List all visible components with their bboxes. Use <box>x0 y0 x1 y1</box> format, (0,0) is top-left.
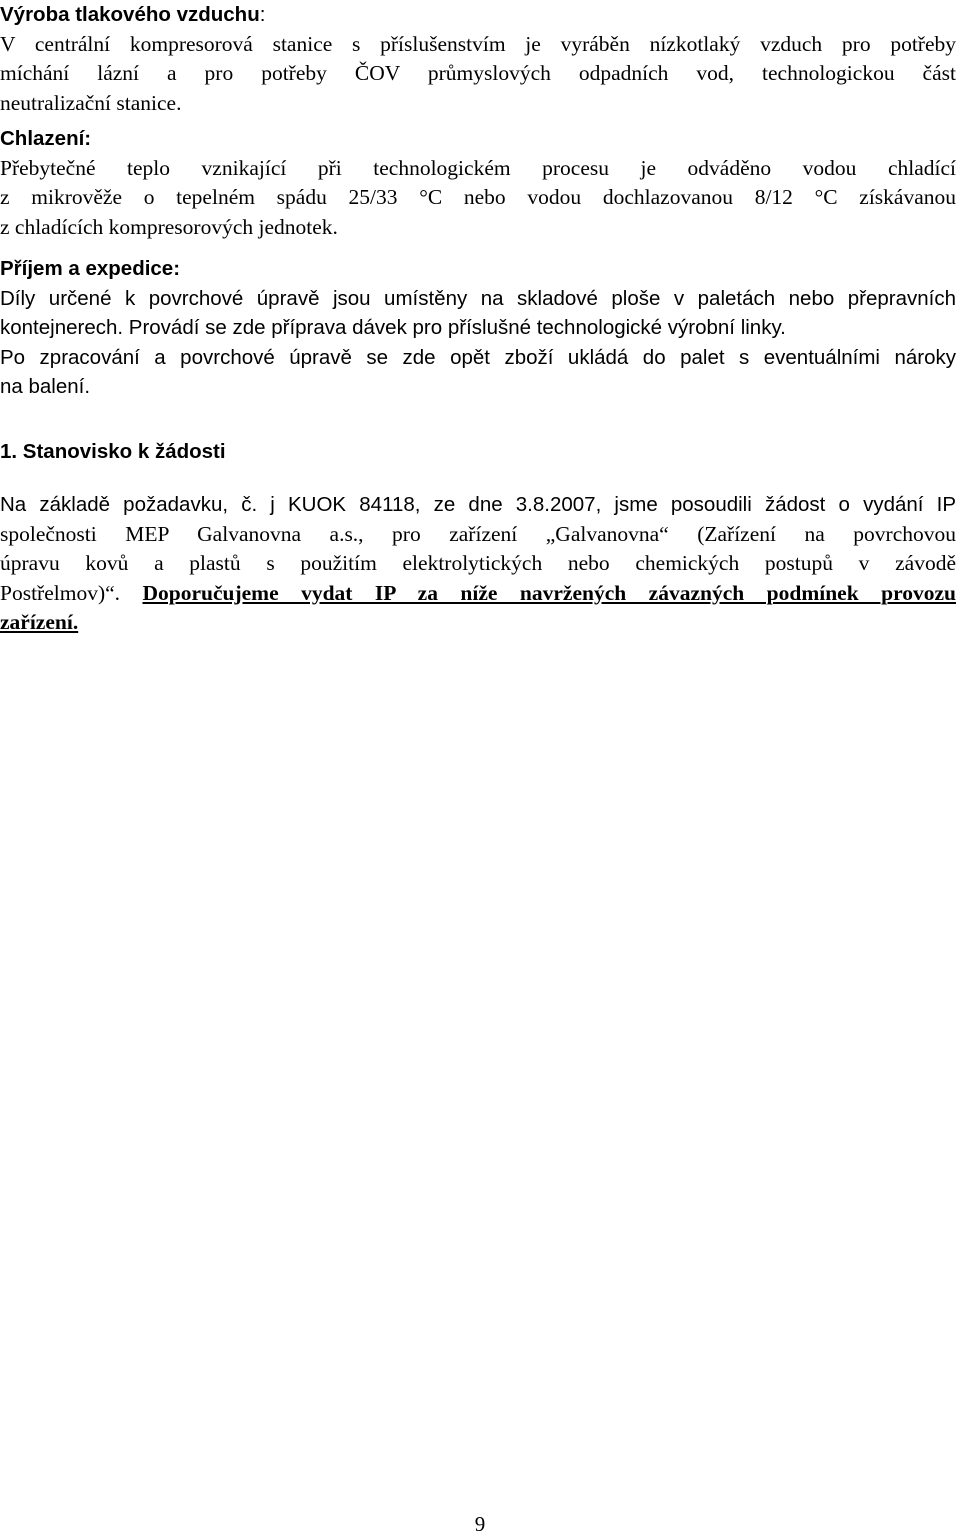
intake-line-4: na balení. <box>0 375 91 398</box>
section-1-line-3: úpravu kovů a plastů s použitím elektrolytických nebo chemických postupů v závodě <box>0 551 956 575</box>
intake-line-1: Díly určené k povrchové úpravě jsou umístěny na skladové ploše v paletách nebo přepravních <box>0 286 956 310</box>
cooling-section <box>0 124 956 242</box>
section-1 <box>0 437 956 467</box>
section-1-line-1: Na základě požadavku, č. j KUOK 84118, ze dne 3.8.2007, jsme posoudili žádost o vydání IP <box>0 493 956 516</box>
section-1-body <box>0 490 956 638</box>
section-1-line-4 <box>0 579 956 609</box>
air-heading-line <box>0 0 956 30</box>
cooling-heading: Chlazení: <box>0 127 92 150</box>
page-number: 9 <box>474 1512 486 1536</box>
recommendation-text: Doporučujeme vydat IP za níže navržených závazných podmínek provozu <box>142 580 956 605</box>
section-1-line-4-plain: Postřelmov)“. <box>0 580 143 605</box>
air-line-3: neutralizační stanice. <box>0 90 182 115</box>
section-1-line-5 <box>0 608 956 638</box>
air-line-1: V centrální kompresorová stanice s příslušenstvím je vyráběn nízkotlaký vzduch pro potřeby <box>0 31 956 56</box>
section-1-line-2: společnosti MEP Galvanovna a.s., pro zařízení „Galvanovna“ (Zařízení na povrchovou <box>0 521 956 546</box>
cooling-line-3: z chladících kompresorových jednotek. <box>0 214 338 239</box>
intake-section <box>0 254 956 402</box>
intake-line-3: Po zpracování a povrchové úpravě se zde opět zboží ukládá do palet s eventuálními nároky <box>0 345 956 369</box>
intake-heading: Příjem a expedice: <box>0 257 181 280</box>
air-line-2: míchání lázní a pro potřeby ČOV průmyslových odpadních vod, technologickou část <box>0 61 956 85</box>
section-1-title: 1. Stanovisko k žádosti <box>0 440 226 463</box>
cooling-line-1: Přebytečné teplo vznikající při technologickém procesu je odváděno vodou chladící <box>0 155 956 180</box>
cooling-line-2: z mikrověže o tepelném spádu 25/33 °C nebo vodou dochlazovanou 8/12 °C získávanou <box>0 185 956 209</box>
intake-line-2: kontejnerech. Provádí se zde příprava dávek pro příslušné technologické výrobní linky. <box>0 316 786 339</box>
air-heading: Výroba tlakového vzduchu <box>0 3 260 26</box>
air-section <box>0 0 956 118</box>
recommendation-text-end: zařízení. <box>0 610 79 634</box>
air-heading-colon: : <box>259 3 266 26</box>
